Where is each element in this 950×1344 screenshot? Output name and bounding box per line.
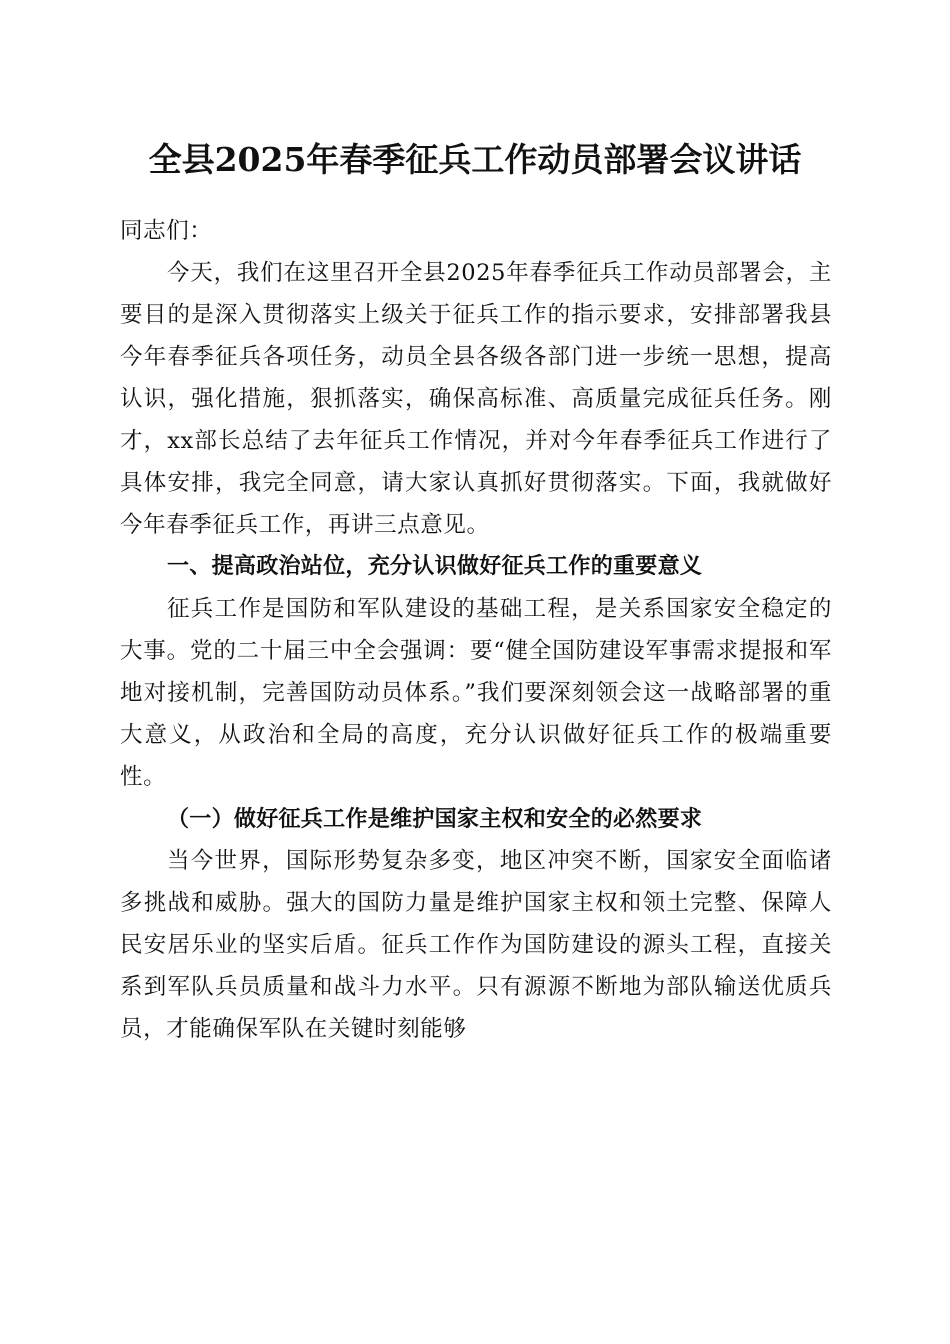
salutation: 同志们： [120, 218, 213, 244]
document-body [120, 210, 832, 1050]
subsection-heading-1: （一）做好征兵工作是维护国家主权和安全的必然要求 [167, 806, 703, 832]
subsection-1-paragraph: 当今世界，国际形势复杂多变，地区冲突不断，国家安全面临诸多挑战和威胁。强大的国防力量是维护国家主权和领土完整、保障人民安居乐业的坚实后盾。征兵工作作为国防建设的源头工程，直接关系到军队兵员质量和战斗力水平。只有源源不断地为部队输送优质兵员，才能确保军队在关键时刻能够 [120, 848, 832, 1042]
intro-paragraph: 今天，我们在这里召开全县2025年春季征兵工作动员部署会，主要目的是深入贯彻落实上级关于征兵工作的指示要求，安排部署我县今年春季征兵各项任务，动员全县各级各部门进一步统一思想，提高认识，强化措施，狠抓落实，确保高标准、高质量完成征兵任务。刚才，xx部长总结了去年征兵工作情况，并对今年春季征兵工作进行了具体安排，我完全同意，请大家认真抓好贯彻落实。下面，我就做好今年春季征兵工作，再讲三点意见。 [120, 260, 832, 538]
section-1-paragraph: 征兵工作是国防和军队建设的基础工程，是关系国家安全稳定的大事。党的二十届三中全会强调：要“健全国防建设军事需求提报和军地对接机制，完善国防动员体系。”我们要深刻领会这一战略部署的重大意义，从政治和全局的高度，充分认识做好征兵工作的极端重要性。 [120, 596, 832, 790]
section-heading-1: 一、提高政治站位，充分认识做好征兵工作的重要意义 [167, 554, 703, 579]
document-title: 全县2025年春季征兵工作动员部署会议讲话 [148, 140, 802, 179]
